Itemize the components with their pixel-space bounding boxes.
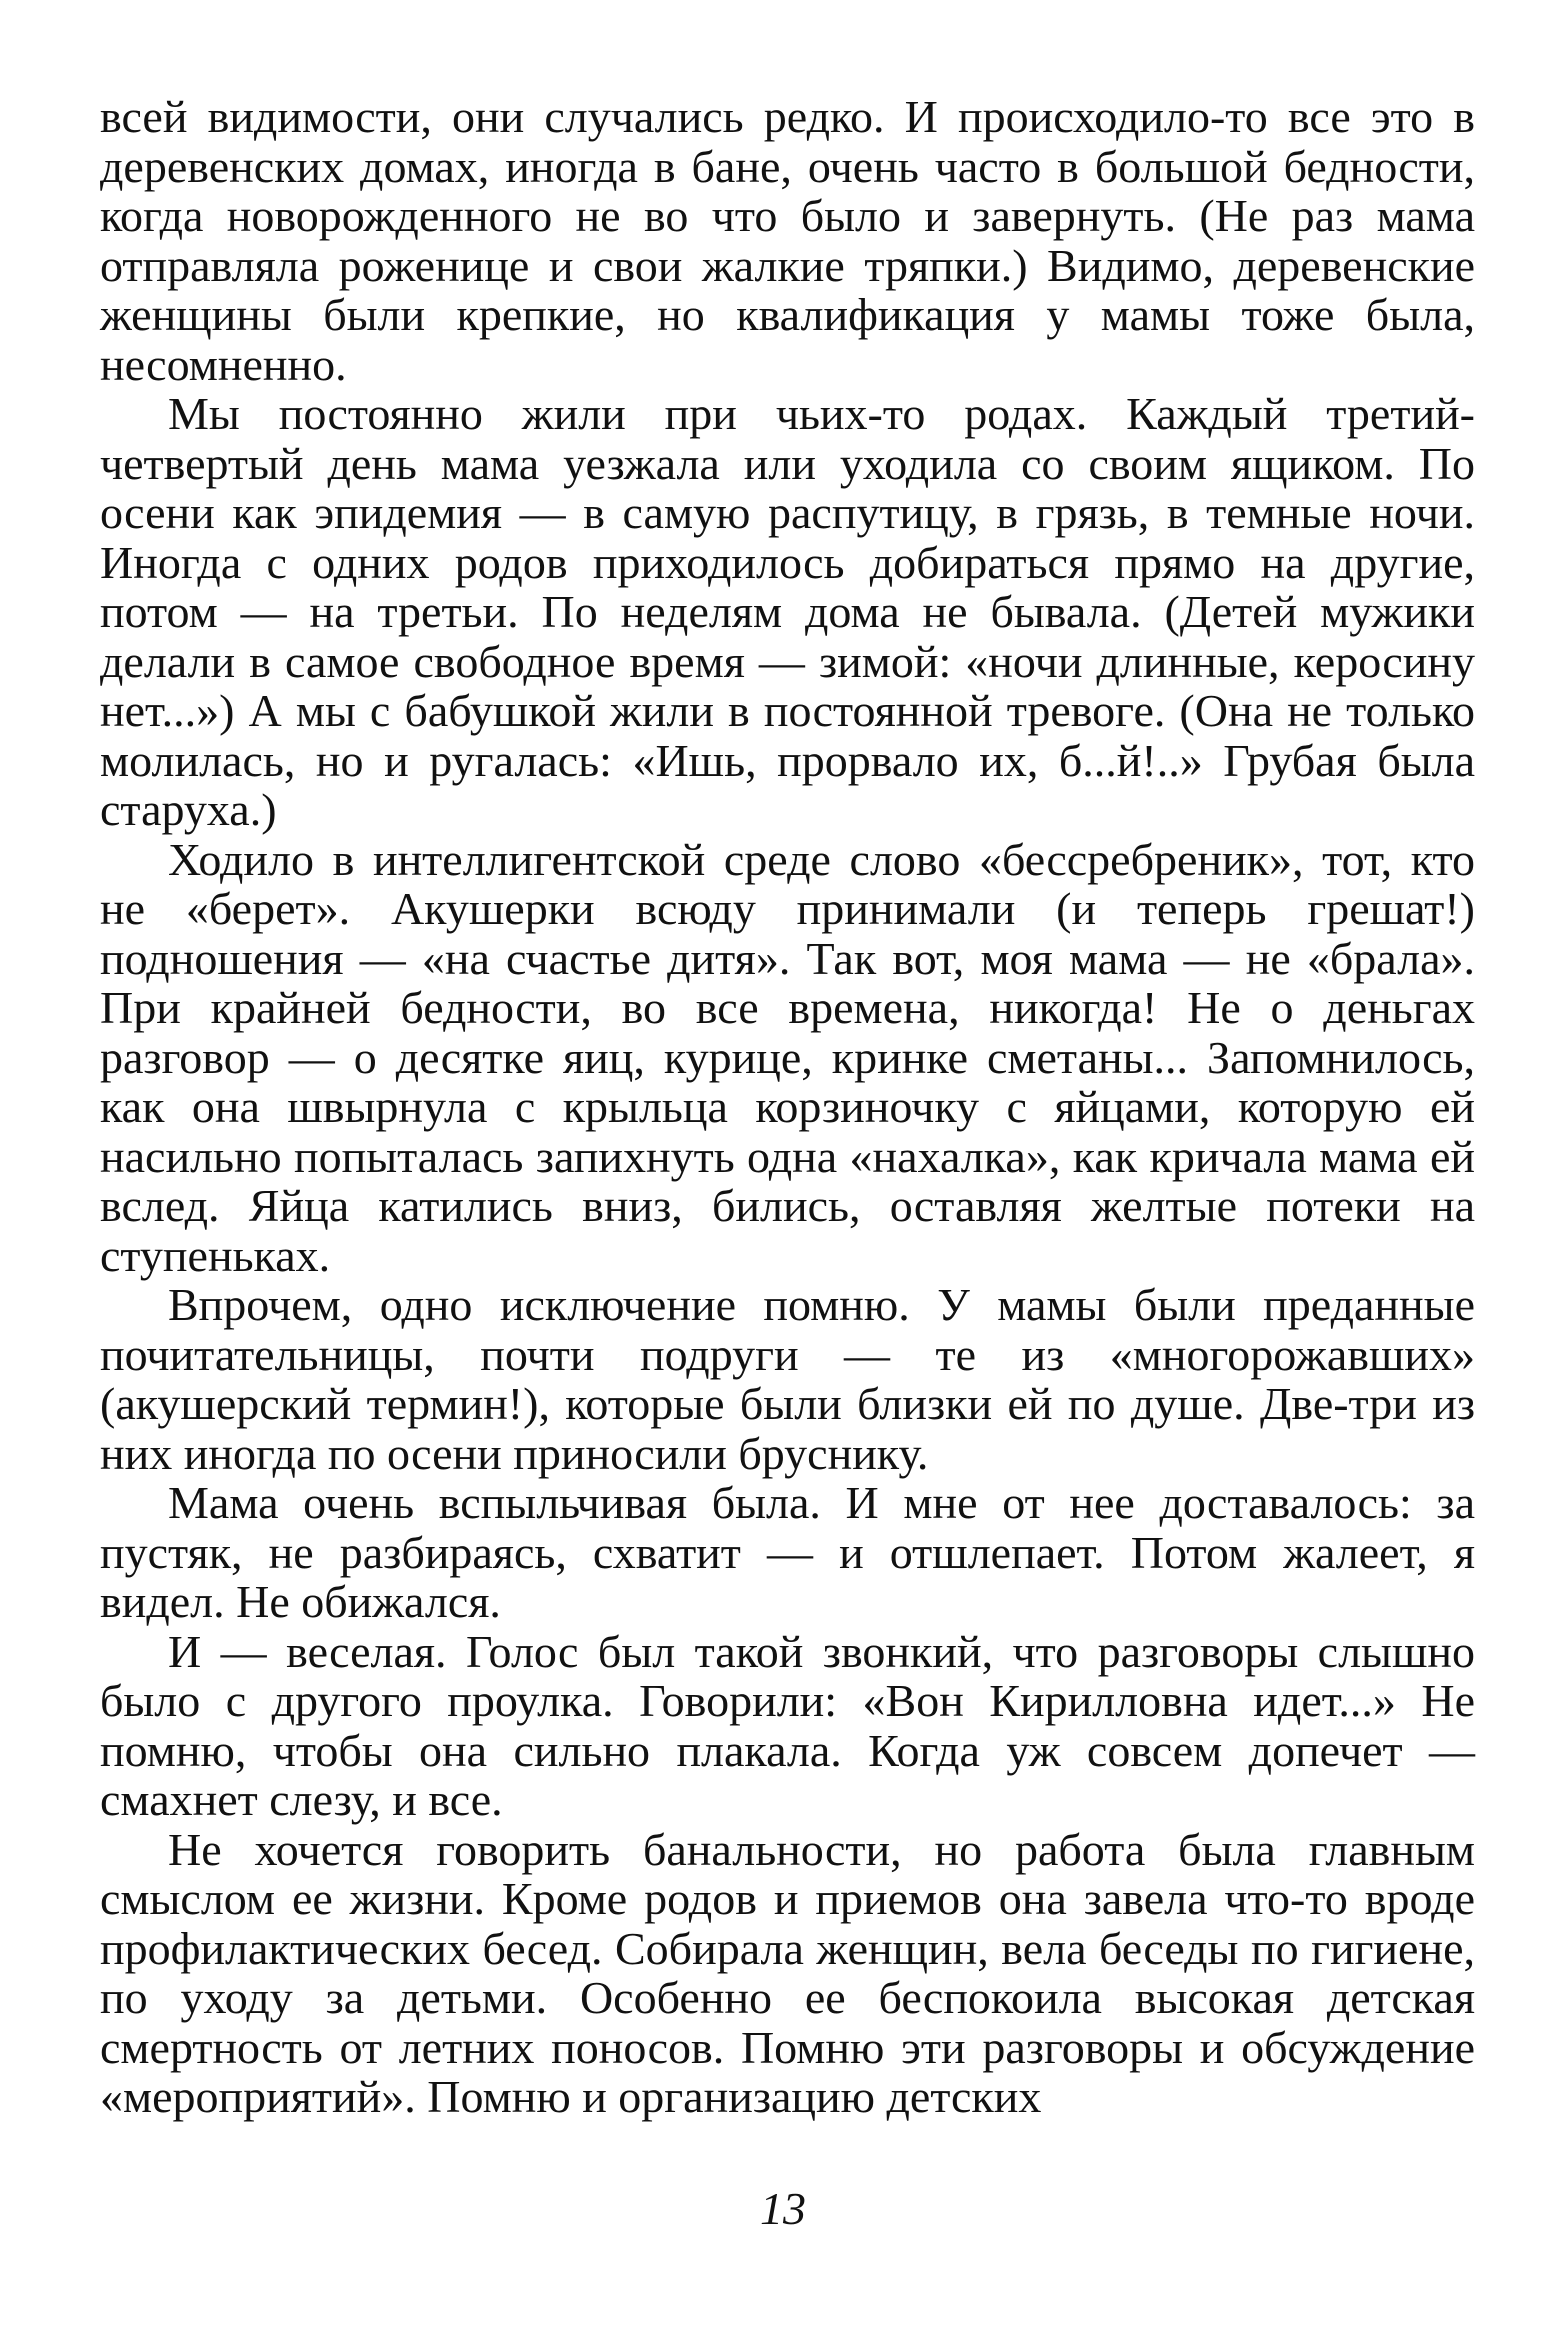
paragraph: И — веселая. Голос был такой звонкий, что разговоры слышно было с другого проулка. Говорили: «Вон Кирилловна идет...» Не помню, чтобы она сильно плакала. Когда уж совсем допечет — смахнет слезу, и все. bbox=[100, 1625, 1475, 1825]
paragraph: Не хочется говорить банальности, но работа была главным смыслом ее жизни. Кроме родов и приемов она завела что-то вроде профилактических бесед. Собирала женщин, вела беседы по гигиене, по уходу за детьми. Особенно ее беспокоила высокая детская смертность от летних поносов. Помню эти разговоры и обсуждение «мероприятий». Помню и организацию детских bbox=[100, 1823, 1475, 2122]
page-number: 13 bbox=[760, 2183, 806, 2234]
paragraph: Впрочем, одно исключение помню. У мамы были преданные почитательницы, почти подруги — те из «многорожавших» (акушерский термин!), которые были близки ей по душе. Две-три из них иногда по осени приносили бруснику. bbox=[100, 1279, 1475, 1479]
paragraph: всей видимости, они случались редко. И происходило-то все это в деревенских домах, иногда в бане, очень часто в большой бедности, когда новорожденного не во что было и завернуть. (Не раз мама отправляла роженице и свои жалкие тряпки.) Видимо, деревенские женщины были крепкие, но квалификация у мамы тоже была, несомненно. bbox=[100, 91, 1475, 390]
page-body bbox=[100, 92, 1475, 2122]
paragraph: Ходило в интеллигентской среде слово «бессребреник», тот, кто не «берет». Акушерки всюду принимали (и теперь грешат!) подношения — «на счастье дитя». Так вот, моя мама — не «брала». При крайней бедности, во все времена, никогда! Не о деньгах разговор — о десятке яиц, курице, кринке сметаны... Запомнилось, как она швырнула с крыльца корзиночку с яйцами, которую ей насильно попыталась запихнуть одна «нахалка», как кричала мама ей вслед. Яйца катились вниз, бились, оставляя желтые потеки на ступеньках. bbox=[100, 833, 1475, 1281]
paragraph: Мы постоянно жили при чьих-то родах. Каждый третий-четвертый день мама уезжала или уходила со своим ящиком. По осени как эпидемия — в самую распутицу, в грязь, в темные ночи. Иногда с одних родов приходилось добираться прямо на другие, потом — на третьи. По неделям дома не бывала. (Детей мужики делали в самое свободное время — зимой: «ночи длинные, керосину нет...») А мы с бабушкой жили в постоянной тревоге. (Она не только молилась, но и ругалась: «Ишь, прорвало их, б...й!..» Грубая была старуха.) bbox=[100, 388, 1475, 835]
paragraph: Мама очень вспыльчивая была. И мне от нее доставалось: за пустяк, не разбираясь, схватит — и отшлепает. Потом жалеет, я видел. Не обижался. bbox=[100, 1477, 1475, 1627]
